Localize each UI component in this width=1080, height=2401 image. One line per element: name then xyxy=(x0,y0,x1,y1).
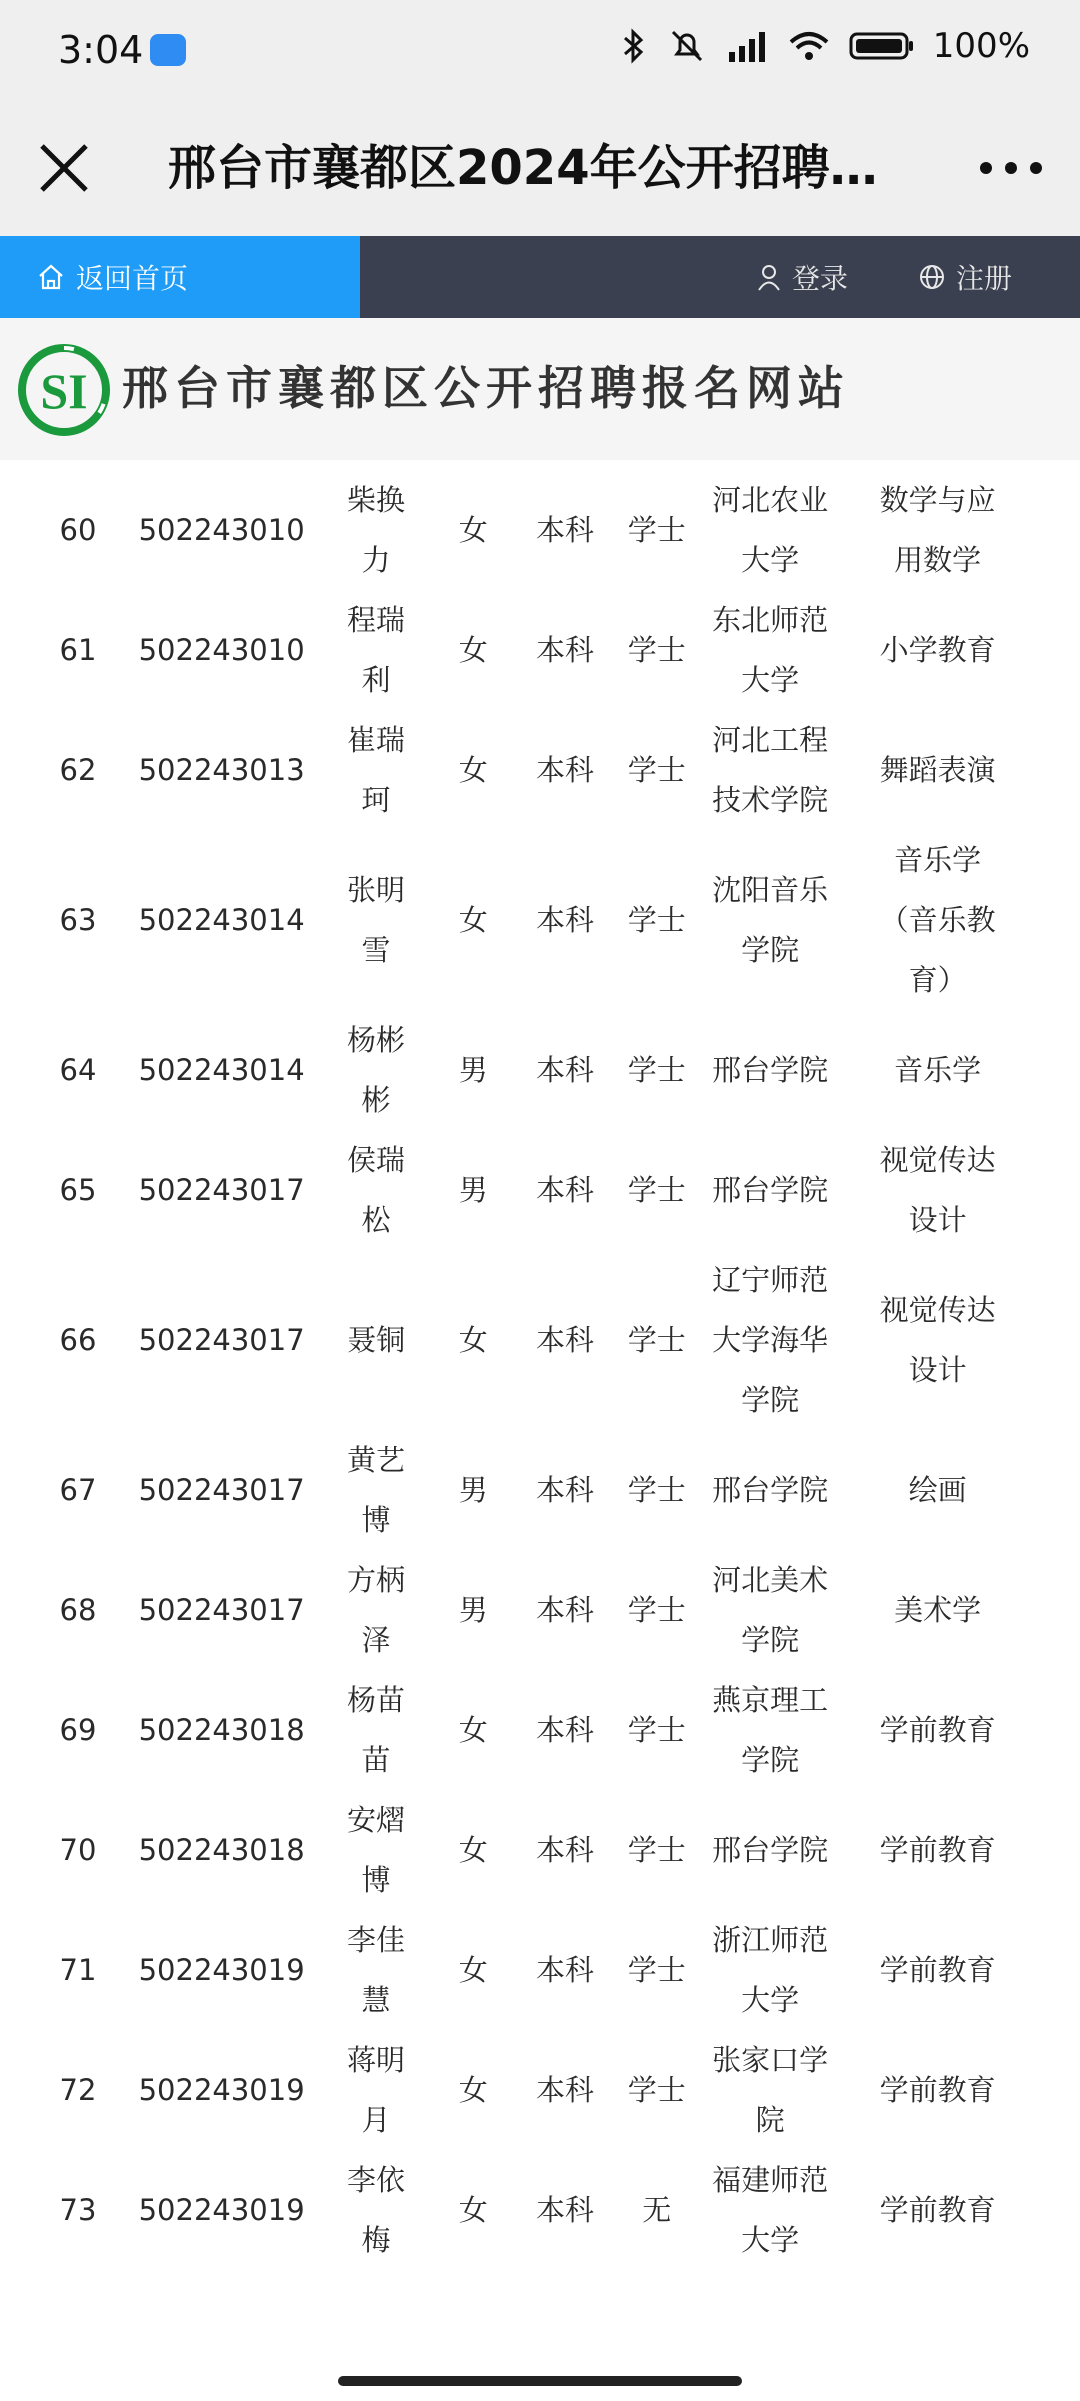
row-number: 70 xyxy=(59,1833,97,1867)
position-code: 502243017 xyxy=(138,1173,305,1207)
education-cell xyxy=(506,1430,625,1550)
education-cell xyxy=(506,1790,625,1910)
position-code-cell xyxy=(132,1550,311,1670)
position-code-cell xyxy=(132,1130,311,1250)
degree-cell xyxy=(624,1670,689,1790)
home-indicator[interactable] xyxy=(338,2376,742,2386)
position-code: 502243019 xyxy=(138,2193,305,2227)
school: 河北农业大学 xyxy=(712,483,829,577)
school-cell xyxy=(689,1430,851,1550)
degree-cell xyxy=(624,470,689,590)
school-cell xyxy=(689,710,851,830)
gender: 女 xyxy=(458,1833,488,1867)
school-cell xyxy=(689,590,851,710)
school: 燕京理工学院 xyxy=(712,1683,829,1777)
degree-cell xyxy=(624,2150,689,2270)
site-banner xyxy=(0,318,1080,460)
position-code: 502243010 xyxy=(138,633,305,667)
row-number-cell xyxy=(24,1670,132,1790)
applicant-name: 李依梅 xyxy=(347,2163,406,2257)
major-cell xyxy=(851,590,1024,710)
applicant-name-cell xyxy=(311,1910,441,2030)
school: 邢台学院 xyxy=(712,1173,829,1207)
major: 学前教育 xyxy=(879,2193,996,2227)
school: 邢台学院 xyxy=(712,1053,829,1087)
applicant-name: 聂铜 xyxy=(347,1323,406,1357)
table-row xyxy=(24,1550,1024,1670)
school: 沈阳音乐学院 xyxy=(712,873,829,967)
education-cell xyxy=(506,1130,625,1250)
position-code: 502243014 xyxy=(138,903,305,937)
position-code: 502243017 xyxy=(138,1593,305,1627)
close-icon[interactable] xyxy=(34,138,94,198)
page-title: 邢台市襄都区2024年公开招聘… xyxy=(168,140,878,196)
user-icon xyxy=(756,263,782,291)
education: 本科 xyxy=(536,1053,595,1087)
site-title: 邢台市襄都区公开招聘报名网站 xyxy=(122,361,850,415)
gender: 女 xyxy=(458,513,488,547)
education-cell xyxy=(506,2030,625,2150)
position-code-cell xyxy=(132,590,311,710)
gender-cell xyxy=(441,1790,506,1910)
degree-cell xyxy=(624,710,689,830)
major-cell xyxy=(851,1430,1024,1550)
applicant-name-cell xyxy=(311,470,441,590)
applicant-name: 张明雪 xyxy=(347,873,406,967)
status-icons xyxy=(619,26,1030,66)
major-cell xyxy=(851,1010,1024,1130)
degree: 学士 xyxy=(627,1593,686,1627)
row-number-cell xyxy=(24,470,132,590)
education: 本科 xyxy=(536,2073,595,2107)
degree: 学士 xyxy=(627,1713,686,1747)
applicant-name-cell xyxy=(311,830,441,1010)
major-cell xyxy=(851,1670,1024,1790)
position-code-cell xyxy=(132,830,311,1010)
degree-cell xyxy=(624,1010,689,1130)
gender: 女 xyxy=(458,903,488,937)
applicant-name: 杨苗苗 xyxy=(347,1683,406,1777)
degree: 学士 xyxy=(627,1953,686,1987)
row-number: 71 xyxy=(59,1953,97,1987)
education-cell xyxy=(506,710,625,830)
position-code-cell xyxy=(132,1670,311,1790)
gender-cell xyxy=(441,1430,506,1550)
applicant-name: 方柄泽 xyxy=(347,1563,406,1657)
home-icon xyxy=(36,262,66,292)
education: 本科 xyxy=(536,1473,595,1507)
status-bar xyxy=(0,0,1080,100)
major: 视觉传达设计 xyxy=(879,1143,996,1237)
degree: 学士 xyxy=(627,1833,686,1867)
education: 本科 xyxy=(536,1173,595,1207)
browser-title-bar xyxy=(0,100,1080,236)
applicant-name: 崔瑞珂 xyxy=(347,723,406,817)
gender-cell xyxy=(441,1910,506,2030)
school-cell xyxy=(689,1250,851,1430)
row-number: 65 xyxy=(59,1173,97,1207)
applicant-name-cell xyxy=(311,1790,441,1910)
applicant-name: 黄艺博 xyxy=(347,1443,406,1537)
gender: 女 xyxy=(458,2073,488,2107)
gender: 男 xyxy=(458,1053,488,1087)
major: 小学教育 xyxy=(879,633,996,667)
education: 本科 xyxy=(536,633,595,667)
degree: 学士 xyxy=(627,1173,686,1207)
position-code-cell xyxy=(132,470,311,590)
applicant-name-cell xyxy=(311,710,441,830)
table-row xyxy=(24,1250,1024,1430)
table-row xyxy=(24,1010,1024,1130)
gender: 男 xyxy=(458,1473,488,1507)
degree: 学士 xyxy=(627,2073,686,2107)
degree: 学士 xyxy=(627,1053,686,1087)
gender-cell xyxy=(441,1250,506,1430)
major-cell xyxy=(851,1790,1024,1910)
applicant-name: 李佳慧 xyxy=(347,1923,406,2017)
row-number-cell xyxy=(24,1250,132,1430)
major: 学前教育 xyxy=(879,1953,996,1987)
major: 学前教育 xyxy=(879,1713,996,1747)
major: 学前教育 xyxy=(879,1833,996,1867)
applicant-name: 杨彬彬 xyxy=(347,1023,406,1117)
degree: 学士 xyxy=(627,513,686,547)
applicant-table xyxy=(24,470,1024,2270)
row-number-cell xyxy=(24,1910,132,2030)
applicant-name-cell xyxy=(311,1550,441,1670)
degree-cell xyxy=(624,830,689,1010)
site-nav xyxy=(0,236,1080,318)
row-number-cell xyxy=(24,1430,132,1550)
row-number-cell xyxy=(24,1790,132,1910)
degree-cell xyxy=(624,1430,689,1550)
education: 本科 xyxy=(536,1953,595,1987)
gender: 男 xyxy=(458,1173,488,1207)
row-number-cell xyxy=(24,1550,132,1670)
degree-cell xyxy=(624,590,689,710)
education: 本科 xyxy=(536,513,595,547)
degree-cell xyxy=(624,2030,689,2150)
education: 本科 xyxy=(536,1323,595,1357)
major: 学前教育 xyxy=(879,2073,996,2107)
register-link[interactable] xyxy=(918,236,1012,318)
school-cell xyxy=(689,470,851,590)
major: 音乐学 xyxy=(894,1053,982,1087)
row-number-cell xyxy=(24,2150,132,2270)
gender: 女 xyxy=(458,753,488,787)
table-row xyxy=(24,1130,1024,1250)
register-link-label: 注册 xyxy=(956,262,1013,295)
gender: 女 xyxy=(458,1713,488,1747)
row-number-cell xyxy=(24,590,132,710)
applicant-name: 柴换力 xyxy=(347,483,406,577)
row-number-cell xyxy=(24,710,132,830)
position-code: 502243014 xyxy=(138,1053,305,1087)
row-number-cell xyxy=(24,2030,132,2150)
login-link[interactable] xyxy=(756,236,848,318)
applicant-name-cell xyxy=(311,1250,441,1430)
home-link[interactable] xyxy=(0,236,360,318)
school: 张家口学院 xyxy=(712,2043,829,2137)
table-row xyxy=(24,2150,1024,2270)
education-cell xyxy=(506,2150,625,2270)
applicant-name: 程瑞利 xyxy=(347,603,406,697)
row-number: 64 xyxy=(59,1053,97,1087)
education-cell xyxy=(506,1670,625,1790)
gender-cell xyxy=(441,1130,506,1250)
more-options-icon[interactable] xyxy=(976,148,1046,188)
gender-cell xyxy=(441,1550,506,1670)
table-row xyxy=(24,1790,1024,1910)
gender-cell xyxy=(441,1010,506,1130)
school-cell xyxy=(689,1130,851,1250)
row-number: 60 xyxy=(59,513,97,547)
table-row xyxy=(24,1430,1024,1550)
battery-icon xyxy=(849,30,915,62)
major-cell xyxy=(851,2150,1024,2270)
notification-app-icon xyxy=(150,34,186,66)
battery-percent: 100% xyxy=(932,26,1030,66)
table-row xyxy=(24,710,1024,830)
applicant-name-cell xyxy=(311,590,441,710)
school: 河北美术学院 xyxy=(712,1563,829,1657)
gender-cell xyxy=(441,830,506,1010)
row-number: 67 xyxy=(59,1473,97,1507)
login-link-label: 登录 xyxy=(792,262,849,295)
row-number: 72 xyxy=(59,2073,97,2107)
education-cell xyxy=(506,470,625,590)
table-row xyxy=(24,1910,1024,2030)
major: 数学与应用数学 xyxy=(879,483,996,577)
applicant-name-cell xyxy=(311,2030,441,2150)
mute-icon xyxy=(667,28,707,64)
education: 本科 xyxy=(536,1713,595,1747)
gender-cell xyxy=(441,470,506,590)
degree-cell xyxy=(624,1790,689,1910)
degree: 学士 xyxy=(627,1473,686,1507)
major: 美术学 xyxy=(894,1593,982,1627)
gender: 女 xyxy=(458,2193,488,2227)
signal-icon xyxy=(725,28,769,64)
position-code-cell xyxy=(132,1250,311,1430)
degree-cell xyxy=(624,1130,689,1250)
gender: 女 xyxy=(458,633,488,667)
gender-cell xyxy=(441,1670,506,1790)
school: 辽宁师范大学海华学院 xyxy=(712,1263,829,1417)
row-number: 68 xyxy=(59,1593,97,1627)
major: 绘画 xyxy=(908,1473,967,1507)
row-number: 73 xyxy=(59,2193,97,2227)
major-cell xyxy=(851,1130,1024,1250)
table-row xyxy=(24,470,1024,590)
applicant-name-cell xyxy=(311,1130,441,1250)
major: 舞蹈表演 xyxy=(879,753,996,787)
applicant-name-cell xyxy=(311,2150,441,2270)
education: 本科 xyxy=(536,1833,595,1867)
applicant-name: 蒋明月 xyxy=(347,2043,406,2137)
status-time: 3:04 xyxy=(58,28,144,72)
position-code-cell xyxy=(132,710,311,830)
wifi-icon xyxy=(787,28,831,64)
table-row xyxy=(24,830,1024,1010)
applicant-table-container xyxy=(0,470,1080,2270)
row-number-cell xyxy=(24,1010,132,1130)
major-cell xyxy=(851,2030,1024,2150)
major-cell xyxy=(851,1550,1024,1670)
table-row xyxy=(24,590,1024,710)
degree: 无 xyxy=(642,2193,672,2227)
applicant-name-cell xyxy=(311,1010,441,1130)
major: 音乐学（音乐教育） xyxy=(879,843,996,997)
row-number: 61 xyxy=(59,633,97,667)
education-cell xyxy=(506,590,625,710)
position-code-cell xyxy=(132,1910,311,2030)
table-row xyxy=(24,1670,1024,1790)
school-cell xyxy=(689,830,851,1010)
school: 河北工程技术学院 xyxy=(712,723,829,817)
degree-cell xyxy=(624,1250,689,1430)
major-cell xyxy=(851,830,1024,1010)
row-number: 63 xyxy=(59,903,97,937)
degree: 学士 xyxy=(627,753,686,787)
position-code-cell xyxy=(132,1790,311,1910)
globe-icon xyxy=(918,263,946,291)
major-cell xyxy=(851,1250,1024,1430)
position-code: 502243010 xyxy=(138,513,305,547)
gender-cell xyxy=(441,710,506,830)
position-code-cell xyxy=(132,1010,311,1130)
major-cell xyxy=(851,1910,1024,2030)
school: 福建师范大学 xyxy=(712,2163,829,2257)
school-cell xyxy=(689,1550,851,1670)
education: 本科 xyxy=(536,2193,595,2227)
row-number: 62 xyxy=(59,753,97,787)
row-number-cell xyxy=(24,1130,132,1250)
school-cell xyxy=(689,2030,851,2150)
position-code-cell xyxy=(132,2150,311,2270)
si-logo xyxy=(16,342,112,438)
school-cell xyxy=(689,1910,851,2030)
education-cell xyxy=(506,830,625,1010)
applicant-name: 安熠博 xyxy=(347,1803,406,1897)
position-code: 502243019 xyxy=(138,1953,305,1987)
position-code: 502243018 xyxy=(138,1713,305,1747)
applicant-name-cell xyxy=(311,1430,441,1550)
table-row xyxy=(24,2030,1024,2150)
gender-cell xyxy=(441,2150,506,2270)
position-code: 502243017 xyxy=(138,1323,305,1357)
education-cell xyxy=(506,1250,625,1430)
gender: 女 xyxy=(458,1953,488,1987)
school: 东北师范大学 xyxy=(712,603,829,697)
education: 本科 xyxy=(536,1593,595,1627)
gender: 男 xyxy=(458,1593,488,1627)
degree: 学士 xyxy=(627,1323,686,1357)
school-cell xyxy=(689,1670,851,1790)
major-cell xyxy=(851,710,1024,830)
education-cell xyxy=(506,1550,625,1670)
major-cell xyxy=(851,470,1024,590)
applicant-name-cell xyxy=(311,1670,441,1790)
education: 本科 xyxy=(536,753,595,787)
degree-cell xyxy=(624,1550,689,1670)
position-code-cell xyxy=(132,2030,311,2150)
degree-cell xyxy=(624,1910,689,2030)
degree: 学士 xyxy=(627,903,686,937)
row-number: 69 xyxy=(59,1713,97,1747)
position-code: 502243019 xyxy=(138,2073,305,2107)
logo-text: SI xyxy=(40,363,88,419)
school: 邢台学院 xyxy=(712,1833,829,1867)
gender-cell xyxy=(441,2030,506,2150)
education: 本科 xyxy=(536,903,595,937)
school-cell xyxy=(689,1790,851,1910)
education-cell xyxy=(506,1910,625,2030)
major: 视觉传达设计 xyxy=(879,1293,996,1387)
degree: 学士 xyxy=(627,633,686,667)
home-link-label: 返回首页 xyxy=(76,262,189,295)
position-code: 502243018 xyxy=(138,1833,305,1867)
school-cell xyxy=(689,2150,851,2270)
row-number-cell xyxy=(24,830,132,1010)
position-code: 502243013 xyxy=(138,753,305,787)
applicant-name: 侯瑞松 xyxy=(347,1143,406,1237)
position-code: 502243017 xyxy=(138,1473,305,1507)
education-cell xyxy=(506,1010,625,1130)
school: 邢台学院 xyxy=(712,1473,829,1507)
position-code-cell xyxy=(132,1430,311,1550)
row-number: 66 xyxy=(59,1323,97,1357)
gender-cell xyxy=(441,590,506,710)
gender: 女 xyxy=(458,1323,488,1357)
school: 浙江师范大学 xyxy=(712,1923,829,2017)
bluetooth-icon xyxy=(619,28,649,64)
school-cell xyxy=(689,1010,851,1130)
